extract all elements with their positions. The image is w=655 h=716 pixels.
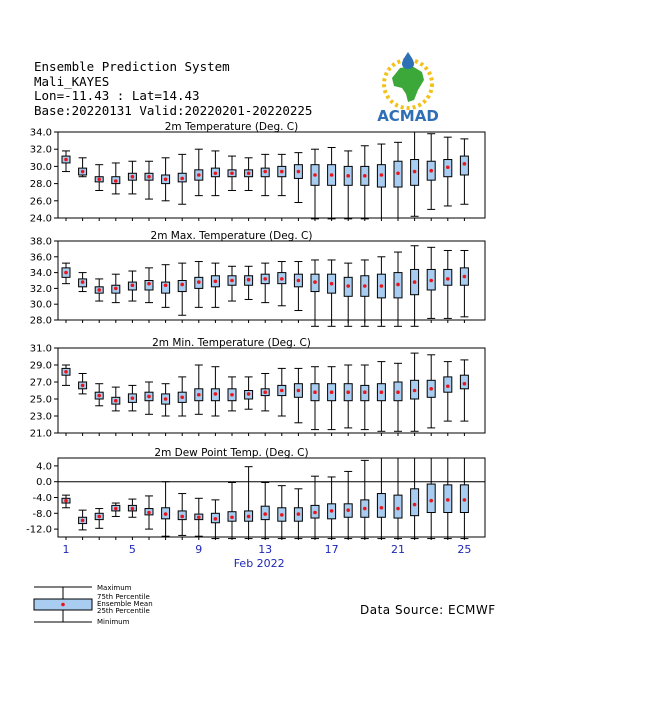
- legend-label-maximum: Maximum: [97, 584, 132, 592]
- y-tick-label: 38.0: [29, 236, 52, 248]
- header-title: Ensemble Prediction System: [34, 59, 230, 74]
- x-tick-label: 25: [457, 543, 472, 556]
- legend-label-minimum: Minimum: [97, 618, 130, 626]
- y-tick-label: 32.0: [29, 283, 52, 295]
- header-dates: Base:20220131 Valid:20220201-20220225: [34, 102, 313, 118]
- y-tick-label: 24.0: [29, 213, 52, 225]
- header-location: Mali_KAYES: [34, 73, 110, 89]
- y-tick-label: 32.0: [29, 144, 52, 156]
- y-tick-label: 31.0: [29, 343, 52, 355]
- panel-title: 2m Dew Point Temp. (Deg. C): [154, 447, 309, 459]
- y-tick-label: -8.0: [32, 508, 52, 520]
- y-tick-label: 23.0: [29, 411, 52, 423]
- legend-label-p25: 25th Percentile: [97, 607, 150, 615]
- y-tick-label: 26.0: [29, 196, 52, 208]
- y-tick-label: -4.0: [32, 493, 52, 504]
- x-tick-label: 13: [258, 543, 273, 556]
- x-tick-label: 5: [128, 543, 136, 556]
- y-tick-label: 36.0: [29, 252, 52, 264]
- data-source-label: Data Source: ECMWF: [360, 603, 496, 617]
- legend-label-mean: Ensemble Mean: [97, 600, 153, 608]
- x-tick-label: 17: [324, 543, 339, 556]
- y-tick-label: 34.0: [29, 127, 52, 139]
- panel-title: 2m Min. Temperature (Deg. C): [152, 337, 311, 349]
- x-tick-label: 21: [391, 543, 405, 556]
- y-tick-label: 30.0: [29, 299, 52, 311]
- panel-title: 2m Max. Temperature (Deg. C): [150, 230, 313, 242]
- y-tick-label: 4.0: [36, 461, 52, 473]
- legend-graphic: [34, 587, 92, 622]
- x-tick-label: 1: [62, 543, 70, 556]
- y-tick-label: 28.0: [29, 179, 52, 191]
- y-tick-label: 29.0: [29, 360, 52, 372]
- y-tick-label: 30.0: [29, 161, 52, 173]
- y-tick-label: 25.0: [29, 394, 52, 406]
- y-tick-label: 27.0: [29, 377, 52, 389]
- panel-title: 2m Temperature (Deg. C): [164, 121, 299, 133]
- header-coordinates: Lon=-11.43 : Lat=14.43: [34, 88, 200, 103]
- y-tick-label: 21.0: [29, 428, 52, 440]
- legend-label-p75: 75th Percentile: [97, 593, 150, 601]
- y-tick-label: -12.0: [26, 524, 52, 536]
- x-axis-label: Feb 2022: [233, 557, 285, 570]
- y-tick-label: 34.0: [29, 268, 52, 280]
- y-tick-label: 0.0: [36, 477, 52, 489]
- y-tick-label: 28.0: [29, 315, 52, 327]
- x-tick-label: 9: [195, 543, 203, 556]
- logo-text: ACMAD: [377, 107, 439, 124]
- legend-mean-dot: [61, 603, 65, 607]
